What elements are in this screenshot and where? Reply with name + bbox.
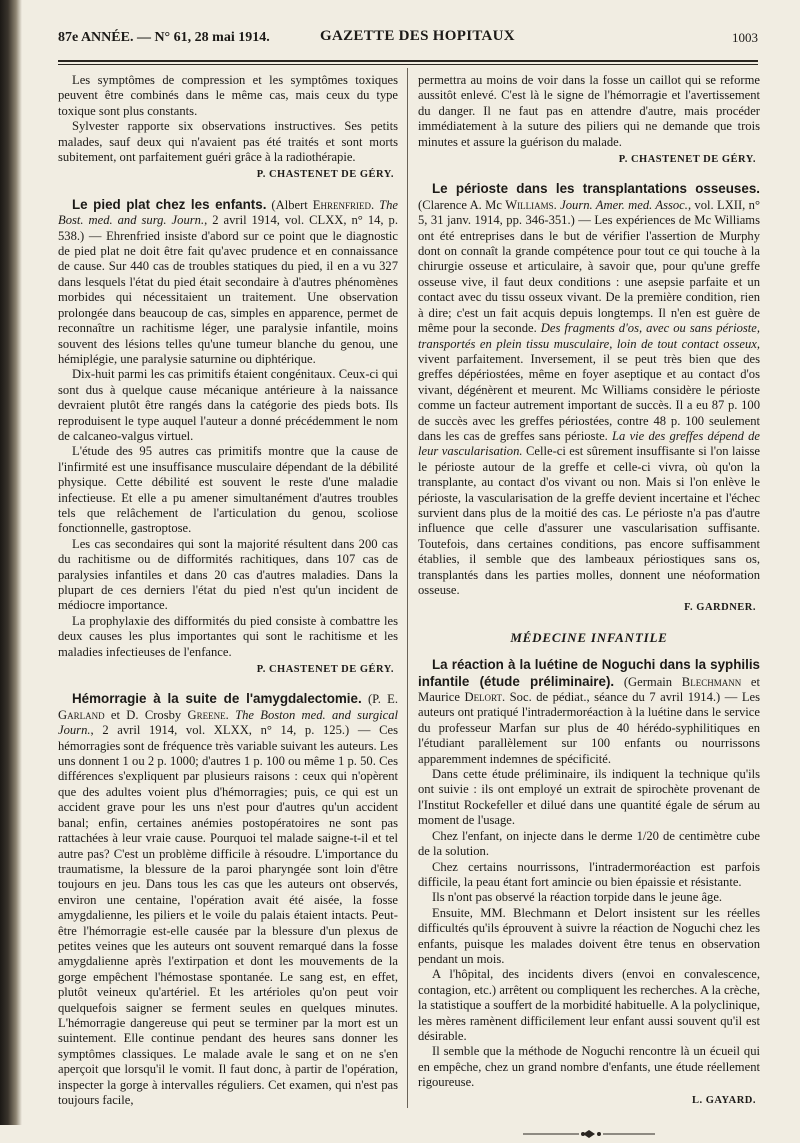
paragraph: Chez certains nourrissons, l'intradermoréaction est parfois difficile, la peau étant fort amincie ou bien épaissie et résistante. — [418, 859, 760, 889]
article-body: Ces hémorragies sont de fréquence très variable suivant les auteurs. Les uns donnent 1 ou 2 p. 1000; d'autres 1 p. 100 ou même 1 p. 50. Ces différences s'expliquent par plusieurs raisons : ceux qui n'opèrent que des adultes voient plus d'hémorragies; puis, ce qui est un accident grave pour les uns n'est pour d'autres qu'un accident banal; enfin, certaines anémies postopératoires ne sont pas rattachées à leur vraie cause. Pourquoi tel malade saigne-t-il et tel autre pas? C'est un problème difficile à résoudre. L'importance du traumatisme, la blessure de la paroi pharyngée sont loin d'être toujours en jeu. Dans tous les cas que les auteurs ont observés, environ une centaine, l'opération avait été aisée, la fosse amygdalienne, les piliers et le voile du palais étaient intacts. Peut-être l'hémorragie est-elle causée par la blessure d'un plexus de petites veines que les auteurs ont souvent remarqué dans la fosse amygdalienne après l'extirpation et dont les mouvements de la gorge empêchent l'hémostase spontanée. Le sang est, en effet, plutôt veineux qu'artériel. Et les artérioles qu'on peut voir quelquefois saigner se ferment seules en quelques minutes. L'hémorragie dangereuse qui peut se terminer par la mort est un suintement. Elle continue pendant des heures sans donner les symptômes classiques. Le malade avale le sang et on ne s'en aperçoit que lorsqu'il le vomit. Il faut donc, à partir de l'opération, inspecter la gorge à intervalles réguliers. Cet examen, qui n'est pas toujours facile, — [58, 723, 398, 1107]
article-body: Ehrenfried insiste d'abord sur ce point que le diagnostic de pied plat ne doit être fait qu'avec prudence et en connaissance de cause. Sur 440 cas de troubles statiques du pied, il en a vu 327 dans lesquels l'état du pied était secondaire à d'autres phénomènes morbides qui nécessitaient un traitement. Une observation prolongée dans beaucoup de cas, simples en apparence, permet de reconnaître un rachitisme léger, une paralysie infantile, moins souvent des lésions telles qu'une tumeur blanche du genou, une hémiplégie, une paralysie saturnine ou diphtérique. — [58, 228, 398, 366]
article-pied-plat — [58, 197, 398, 367]
signature: P. CHASTENET DE GÉRY. — [256, 664, 394, 676]
header-rule-thick — [58, 60, 758, 62]
article-title: Le périoste dans les transplantations osseuses. — [432, 181, 760, 197]
issue-info: 87e ANNÉE. — N° 61, 28 mai 1914. — [58, 30, 270, 45]
ornament-rule-icon — [519, 1129, 659, 1139]
paragraph: Ils n'ont pas observé la réaction torpide dans le jeune âge. — [432, 890, 723, 905]
author-name: Delort — [464, 690, 503, 705]
end-ornament — [418, 1128, 760, 1143]
reference-text: , 2 avril 1914, vol. CLXX, n° 14, p. 538.) — — [58, 213, 398, 243]
reference-text: . — [225, 707, 236, 722]
reference-text: , 2 avril 1914, vol. XLXX, n° 14, p. 125.) — — [90, 723, 380, 738]
author-name: Williams — [505, 197, 554, 212]
journal-name: Journ. Amer. med. Assoc. — [560, 197, 688, 212]
header-rule-thin — [58, 64, 758, 65]
reference-text: (Germain — [614, 674, 682, 689]
paragraph: Ensuite, MM. Blechmann et Delort insistent sur les réelles difficultés qu'ils éprouvent à suivre la réaction de Noguchi chez les enfants, puisque les malades doivent être tenus en observation pendant un mois. — [418, 905, 760, 966]
intro-paragraph-1: Les symptômes de compression et les symptômes toxiques peuvent être combinés dans le même cas, mais ceux du type toxique sont plus constants. — [58, 73, 398, 118]
emphasis-text: Des fragments d'os, avec ou sans périoste, transportés en plein tissu musculaire, loin de tout contact osseux, — [418, 321, 760, 351]
author-name: Blechmann — [681, 674, 742, 689]
signature: P. CHASTENET DE GÉRY. — [618, 154, 756, 166]
left-column — [58, 73, 398, 1108]
author-name: Garland — [58, 707, 105, 722]
emphasis-text: La vie des greffes dépend de leur vascularisation. — [418, 428, 760, 459]
article-title: Hémorragie à la suite de l'amygdalectomie. — [72, 691, 362, 707]
author-name: Greene — [187, 707, 226, 722]
intro-paragraph-2: Sylvester rapporte six observations instructives. Ses petits malades, sauf deux qui n'avaient pas été traités et sont morts subitement, ont parfaitement guéri grâce à la radiothérapie. — [58, 119, 398, 165]
paragraph: A l'hôpital, des incidents divers (envoi en convalescence, contagion, etc.) arrêtent ou compliquent les recherches. A la crèche, la statistique a souffert de la morbidité habituelle. A la polyclinique, les mères ramènent difficilement leur enfant aussi souvent qu'il est désirable. — [418, 967, 760, 1043]
paragraph: Les cas secondaires qui sont la majorité résultent dans 200 cas du rachitisme ou de difformités rachitiques, dans 107 cas de paralysies infantiles et dans 20 cas d'autres maladies. Dans la plupart de ces derniers l'état du pied n'est qu'un incident de médiocre importance. — [58, 536, 398, 613]
article-body: vivent parfaitement. Inversement, il se peut très bien que des greffes dépériostées, même en foyer aseptique et au contact d'os vivant, dégénèrent et meurent. Mc Williams considère le périoste comme un facteur autrement important de succès. Il a eu 87 p. 100 de succès avec les greffes périostées, contre 48 p. 100 seulement dans les cas de greffes sans périoste. — [418, 351, 760, 443]
reference-text: (Albert — [266, 197, 313, 212]
page-binding-shadow — [0, 0, 22, 1125]
paragraph: L'étude des 95 autres cas primitifs montre que la cause de l'infirmité est une insuffisance musculaire dépendant de la débilité physique. Cette débilité est souvent le reste d'une maladie infectieuse. Et elle a pu amener simultanément d'autres troubles tels que relâchement de l'articulation du genou, scoliose fonctionnelle, gastroptose. — [58, 444, 398, 536]
paragraph: Chez l'enfant, on injecte dans le derme 1/20 de centimètre cube de la solution. — [418, 828, 760, 859]
article-title: Le pied plat chez les enfants. — [72, 196, 267, 212]
signature: P. CHASTENET DE GÉRY. — [256, 169, 394, 181]
article-body: Les expériences de Mc Williams ont été entreprises dans le but de vérifier l'assertion de Murphy dont on connaît la grande compétence pour tout ce qui touche à la chirurgie osseuse et articulaire, à savoir que, pour qu'une greffe osseuse vive, il faut deux conditions : une asepsie parfaite et un contact avec du tissu osseux vivant. De la première condition, rien à dire; c'est un fait acquis depuis longtemps. Il n'en est guère de même pour la seconde. — [418, 213, 760, 336]
article-title: La réaction à la luétine de Noguchi dans la syphilis infantile (étude préliminaire). — [418, 657, 760, 689]
paragraph: Il semble que la méthode de Noguchi rencontre là un écueil qui en empêche, chez un grand nombre d'enfants, une étude réellement rigoureuse. — [418, 1044, 760, 1090]
reference-text: , vol. LXII, n° 5, 31 janv. 1914, pp. 346-351.) — — [418, 197, 760, 228]
journal-title: GAZETTE DES HOPITAUX — [320, 28, 515, 44]
right-column — [418, 73, 760, 1143]
paragraph: Dix-huit parmi les cas primitifs étaient congénitaux. Ceux-ci qui sont dus à quelque cause mécanique antérieure à la naissance devraient plutôt être rangés dans la catégorie des pieds bots. Ils reproduisent le type auquel l'auteur a donné précédemment le nom de calcaneo-valgus virtuel. — [58, 367, 398, 443]
reference-text: (Clarence A. Mc — [418, 197, 506, 212]
reference-text: . Soc. de pédiat., séance du 7 avril 1914.) — — [502, 690, 742, 705]
signature: F. GARDNER. — [684, 602, 756, 614]
reference-text: . — [553, 197, 561, 212]
paragraph: La prophylaxie des difformités du pied consiste à combattre les deux causes les plus importantes qui sont le rachitisme et les maladies infectieuses de l'enfance. — [58, 613, 398, 659]
article-body: Les auteurs ont pratiqué l'intradermoréaction à la luétine dans le service du professeur Marfan sur plus de 40 hérédo-syphilitiques en l'étudiant parallèlement sur 100 enfants ou nourrissons apparemment indemnes de spécificité. — [418, 690, 761, 766]
article-body: Celle-ci est sûrement insuffisante si l'on laisse le périoste autour de la greffe et celle-ci vivra, où qu'on la transplante, au contact d'os vivant ou non. Mais si l'on enlève le périoste, la vascularisation de la greffe devient incertaine et l'échec survient dans plus de la moitié des cas. Le périoste n'a pas d'autre influence que celle d'assurer une vascularisation suffisante. Toutefois, dans certaines conditions, pas encore suffisamment établies, il semble que des lambeaux périostiques sans os, transplantés dans les parties molles, donnent une néoformation osseuse. — [418, 444, 760, 597]
author-name: Ehrenfried — [312, 197, 371, 212]
reference-text: . — [370, 197, 380, 212]
section-heading: MÉDECINE INFANTILE — [510, 629, 668, 645]
column-divider — [407, 68, 408, 1108]
article-hemorragie — [58, 691, 398, 1108]
page-number: 1003 — [732, 30, 758, 45]
paragraph: Dans cette étude préliminaire, ils indiquent la technique qu'ils ont suivie : ils ont employé un extrait de spirochète provenant de l'Institut Rockefeller et dilué dans une quantité égale de sérum au moment de l'usage. — [418, 767, 760, 828]
journal-name: The Bost. med. and surg. Journ. — [58, 197, 398, 228]
journal-name: The Boston med. and surgical Journ. — [58, 707, 398, 738]
reference-text: et Maurice — [418, 674, 760, 705]
article-perioste — [418, 181, 760, 598]
signature: L. GAYARD. — [691, 1094, 756, 1106]
article-luetine — [418, 657, 760, 767]
running-header — [58, 28, 758, 52]
article-continuation: permettra au moins de voir dans la fosse un caillot qui se reforme aussitôt enlevé. C'est là le signe de l'hémorragie et l'avertissement du danger. Il ne faut pas en attendre d'autre, mais procéder immédiatement à la suture des piliers qui ne demande que trois minutes et assure la guérison du malade. — [418, 73, 760, 149]
reference-text: et D. Crosby — [104, 707, 188, 722]
reference-text: (P. E. — [361, 692, 398, 707]
